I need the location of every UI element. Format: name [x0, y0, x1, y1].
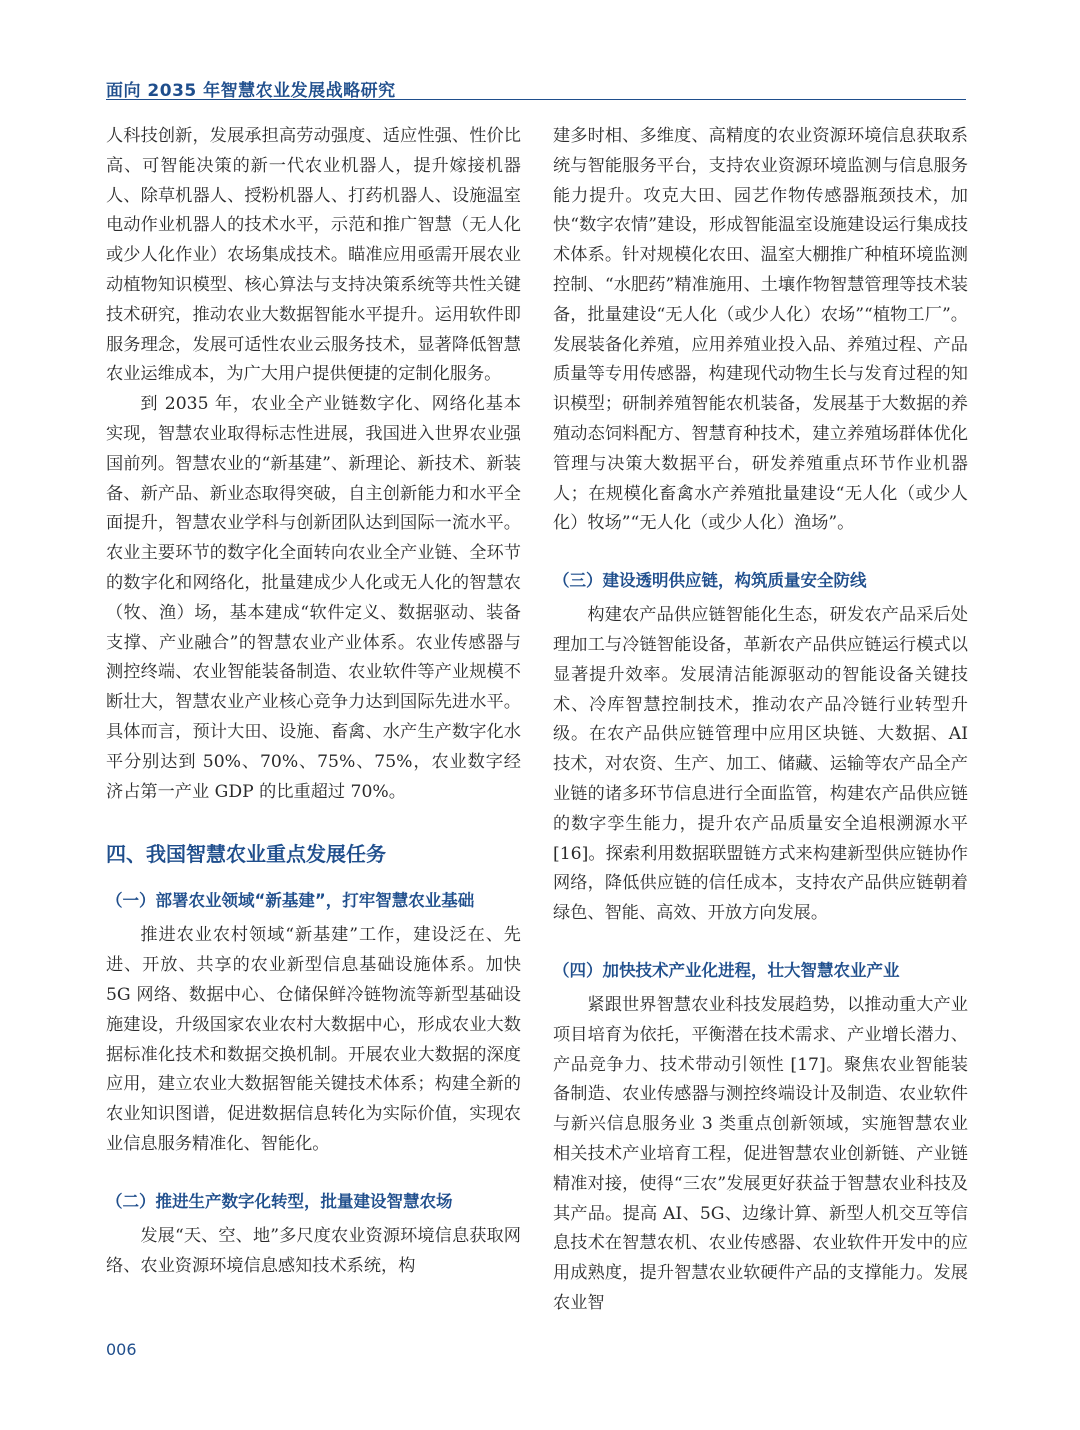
subsection-heading: （三）建设透明供应链，构筑质量安全防线 [553, 571, 867, 591]
paragraph: 发展“天、空、地”多尺度农业资源环境信息获取网络、农业资源环境信息感知技术系统，构 [106, 1225, 521, 1276]
paragraph: 紧跟世界智慧农业科技发展趋势，以推动重大产业项目培育为依托，平衡潜在技术需求、产业增长潜力、产品竞争力、技术带动引领性 [17]。聚焦农业智能装备制造、农业传感器与测控终端设计及制造、农业软件与新兴信息服务业 3 类重点创新领域，实施智慧农业相关技术产业培育工程，促进智慧农业创新链、产业链精准对接，使得“三农”发展更好获益于智慧农业科技及其产品。提高 AI、5G、边缘计算、新型人机交互等信息技术在智慧农机、农业传感器、农业软件开发中的应用成熟度，提升智慧农业软硬件产品的支撑能力。发展农业智 [553, 994, 968, 1313]
left-column [106, 122, 521, 1281]
page-number: 006 [106, 1340, 137, 1359]
paragraph: 到 2035 年，农业全产业链数字化、网络化基本实现，智慧农业取得标志性进展，我国进入世界农业强国前列。智慧农业的“新基建”、新理论、新技术、新装备、新产品、新业态取得突破，自主创新能力和水平全面提升，智慧农业学科与创新团队达到国际一流水平。农业主要环节的数字化全面转向农业全产业链、全环节的数字化和网络化，批量建成少人化或无人化的智慧农（牧、渔）场，基本建成“软件定义、数据驱动、装备支撑、产业融合”的智慧农业产业体系。农业传感器与测控终端、农业智能装备制造、农业软件等产业规模不断壮大，智慧农业产业核心竞争力达到国际先进水平。具体而言，预计大田、设施、畜禽、水产生产数字化水平分别达到 50%、70%、75%、75%，农业数字经济占第一产业 GDP 的比重超过 70%。 [106, 394, 521, 802]
subsection-heading: （一）部署农业领域“新基建”，打牢智慧农业基础 [106, 891, 475, 911]
paragraph: 推进农业农村领域“新基建”工作，建设泛在、先进、开放、共享的农业新型信息基础设施体系。加快 5G 网络、数据中心、仓储保鲜冷链物流等新型基础设施建设，升级国家农业农村大数据中心，形成农业大数据标准化技术和数据交换机制。开展农业大数据的深度应用，建立农业大数据智能关键技术体系；构建全新的农业知识图谱，促进数据信息转化为实际价值，实现农业信息服务精准化、智能化。 [106, 925, 521, 1154]
paragraph: 人科技创新，发展承担高劳动强度、适应性强、性价比高、可智能决策的新一代农业机器人，提升嫁接机器人、除草机器人、授粉机器人、打药机器人、设施温室电动作业机器人的技术水平，示范和推广智慧（无人化或少人化作业）农场集成技术。瞄准应用亟需开展农业动植物知识模型、核心算法与支持决策系统等共性关键技术研究，推动农业大数据智能水平提升。运用软件即服务理念，发展可适性农业云服务技术，显著降低智慧农业运维成本，为广大用户提供便捷的定制化服务。 [106, 126, 521, 385]
header-rule [106, 99, 966, 100]
running-title: 面向 2035 年智慧农业发展战略研究 [106, 81, 396, 101]
subsection-heading: （二）推进生产数字化转型，批量建设智慧农场 [106, 1191, 453, 1211]
right-column [553, 122, 968, 1319]
paragraph: 建多时相、多维度、高精度的农业资源环境信息获取系统与智能服务平台，支持农业资源环境监测与信息服务能力提升。攻克大田、园艺作物传感器瓶颈技术，加快“数字农情”建设，形成智能温室设施建设运行集成技术体系。针对规模化农田、温室大棚推广种植环境监测控制、“水肥药”精准施用、土壤作物智慧管理等技术装备，批量建设“无人化（或少人化）农场”“植物工厂”。发展装备化养殖，应用养殖业投入品、养殖过程、产品质量等专用传感器，构建现代动物生长与发育过程的知识模型；研制养殖智能农机装备，发展基于大数据的养殖动态饲料配方、智慧育种技术，建立养殖场群体优化管理与决策大数据平台，研发养殖重点环节作业机器人；在规模化畜禽水产养殖批量建设“无人化（或少人化）牧场”“无人化（或少人化）渔场”。 [553, 126, 968, 534]
section-heading: 四、我国智慧农业重点发展任务 [106, 842, 386, 867]
paragraph: 构建农产品供应链智能化生态，研发农产品采后处理加工与冷链智能设备，革新农产品供应链运行模式以显著提升效率。发展清洁能源驱动的智能设备关键技术、冷库智慧控制技术，推动农产品冷链行业转型升级。在农产品供应链管理中应用区块链、大数据、AI 技术，对农资、生产、加工、储藏、运输等农产品全产业链的诸多环节信息进行全面监管，构建农产品供应链的数字孪生能力，提升农产品质量安全追根溯源水平 [16]。探索利用数据联盟链方式来构建新型供应链协作网络，降低供应链的信任成本，支持农产品供应链朝着绿色、智能、高效、开放方向发展。 [553, 605, 968, 924]
subsection-heading: （四）加快技术产业化进程，壮大智慧农业产业 [553, 960, 900, 980]
